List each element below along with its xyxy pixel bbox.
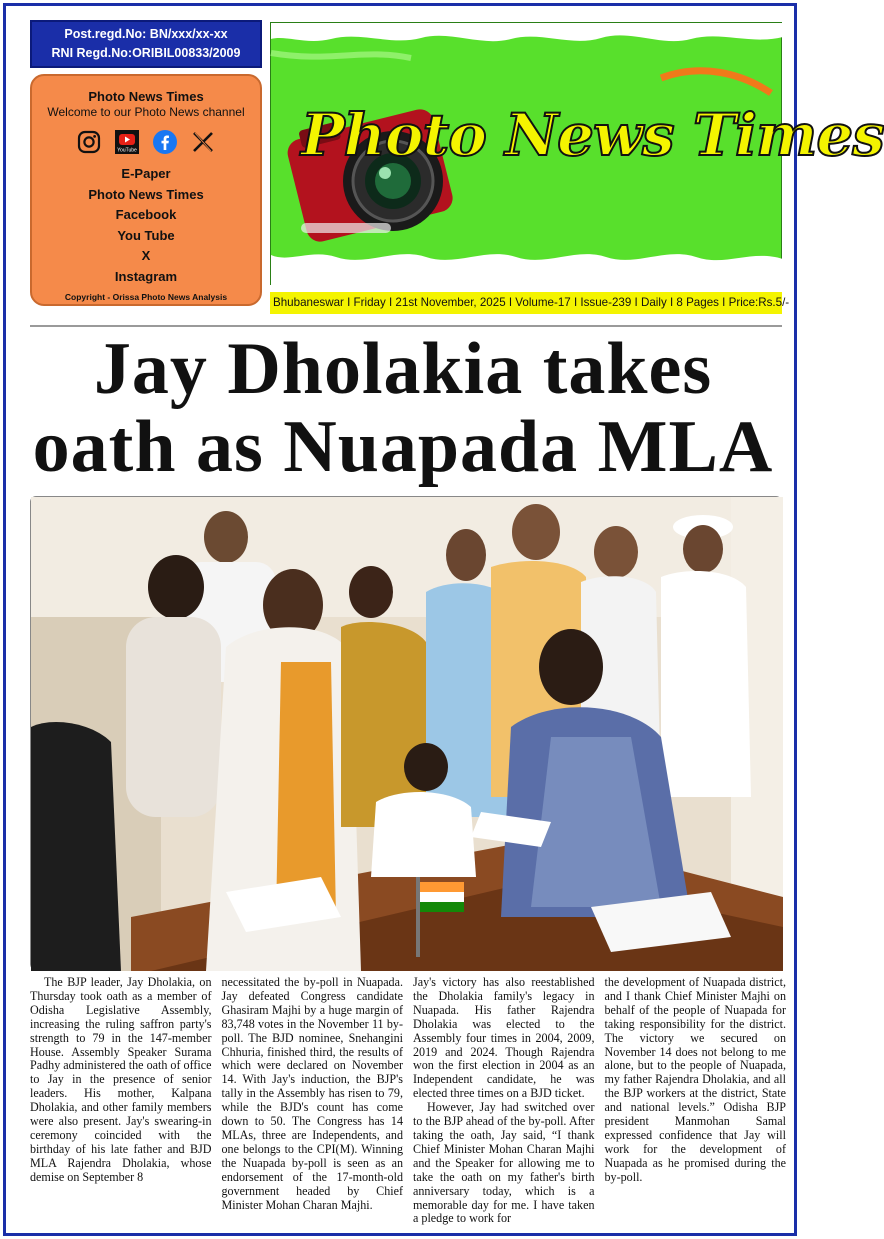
main-headline (16, 330, 790, 486)
article-paragraph: the development of Nuapada district, and I thank Chief Minister Majhi on behalf of the people of Nuapada for taking responsibility for the district. The victory we secured on November 14 does not belong to me alone, but to the people of Nuapada, my father Rajendra Dholakia, and all the BJP workers at the district, State and national levels.” Odisha BJP president Manmohan Samal expressed confidence that Jay will work for the development of Nuapada as he promised during the by-poll. (604, 975, 786, 1184)
channel-links (32, 164, 260, 288)
article-body (30, 976, 786, 1226)
link-instagram[interactable]: Instagram (114, 268, 178, 284)
link-epaper[interactable]: E-Paper (121, 166, 171, 181)
youtube-icon-caption: YouTube (117, 147, 137, 154)
article-column-1 (30, 976, 212, 1226)
social-icons-row (32, 128, 260, 156)
welcome-text: Welcome to our Photo News channel (47, 105, 245, 119)
article-paragraph: necessitated the by-poll in Nuapada. Jay defeated Congress candidate Ghasiram Majhi by a huge margin of 83,748 votes in the November 11 by-poll. The BJD nominee, Snehangini Chhuria, finished third, the results of which were declared on November 14. With Jay's induction, the BJP's tally in the Assembly has risen to 79, while the BJD's count has come down to 50. The Congress has 14 MLAs, three are Independents, and one belongs to the CPI(M). Winning the Nuapada by-poll is seen as an endorsement of the 17-month-old government headed by Chief Minister Mohan Charan Majhi. (221, 975, 403, 1212)
headline-line-1: Jay Dholakia takes (93, 328, 713, 410)
dateline-bar: Bhubaneswar I Friday I 21st November, 2025 I Volume-17 I Issue-239 I Daily I 8 Pages I Price:Rs.5/- (270, 292, 782, 314)
rni-regd-number: RNI Regd.No:ORIBIL00833/2009 (51, 46, 241, 60)
link-facebook[interactable]: Facebook (115, 207, 177, 223)
newspaper-page (3, 3, 884, 1236)
article-paragraph: Jay's victory has also reestablished the Dholakia family's legacy in Nuapada. His father Rajendra Dholakia was elected to the Assembly four times in 2004, 2009, 2019 and 2024. Though Rajendra won the first election in 2004 as an Independent candidate, he was elected three times on a BJD ticket. (413, 975, 595, 1101)
news-photo (30, 496, 782, 970)
masthead-banner (270, 22, 884, 285)
article-column-4 (605, 976, 787, 1226)
youtube-icon[interactable] (114, 129, 140, 155)
link-youtube[interactable]: You Tube (117, 227, 175, 243)
channel-info-card (30, 74, 262, 306)
facebook-icon[interactable] (152, 129, 178, 155)
article-paragraph: However, Jay had switched over to the BJP ahead of the by-poll. After taking the oath, Jay said, “I thank Chief Minister Mohan Charan Majhi and the Speaker for allowing me to take the oath on my father's birth anniversary today, which is a memorable day for me. I have taken a pledge to work for (413, 1100, 595, 1226)
instagram-icon[interactable] (76, 129, 102, 155)
copyright-text: Copyright - Orissa Photo News Analysis (64, 291, 228, 302)
channel-title: Photo News Times (88, 89, 204, 104)
post-regd-number: Post.regd.No: BN/xxx/xx-xx (64, 27, 228, 41)
link-x[interactable]: X (141, 248, 151, 264)
x-icon[interactable] (190, 129, 216, 155)
masthead-title: Photo News Times (301, 101, 884, 169)
article-paragraph: The BJP leader, Jay Dholakia, on Thursday took oath as a member of Odisha Legislative Assembly, increasing the ruling saffron party's strength to 79 in the 147-member House. Assembly Speaker Surama Padhy administered the oath of office to Jay in the presence of senior leaders. His mother, Kalpana Dholakia, and other family members were also present. Jay's swearing-in ceremony coincided with the birthday of his late father and BJD MLA Rajendra Dholakia, whose demise on September 8 (30, 975, 212, 1184)
link-photo-news-times[interactable]: Photo News Times (88, 186, 204, 202)
article-column-2 (222, 976, 404, 1226)
chair-shape (31, 722, 121, 971)
header-divider (30, 325, 782, 327)
registration-box (30, 20, 262, 68)
headline-line-2: oath as Nuapada MLA (32, 406, 774, 488)
swoosh-shape (661, 71, 771, 93)
article-column-3 (413, 976, 595, 1226)
